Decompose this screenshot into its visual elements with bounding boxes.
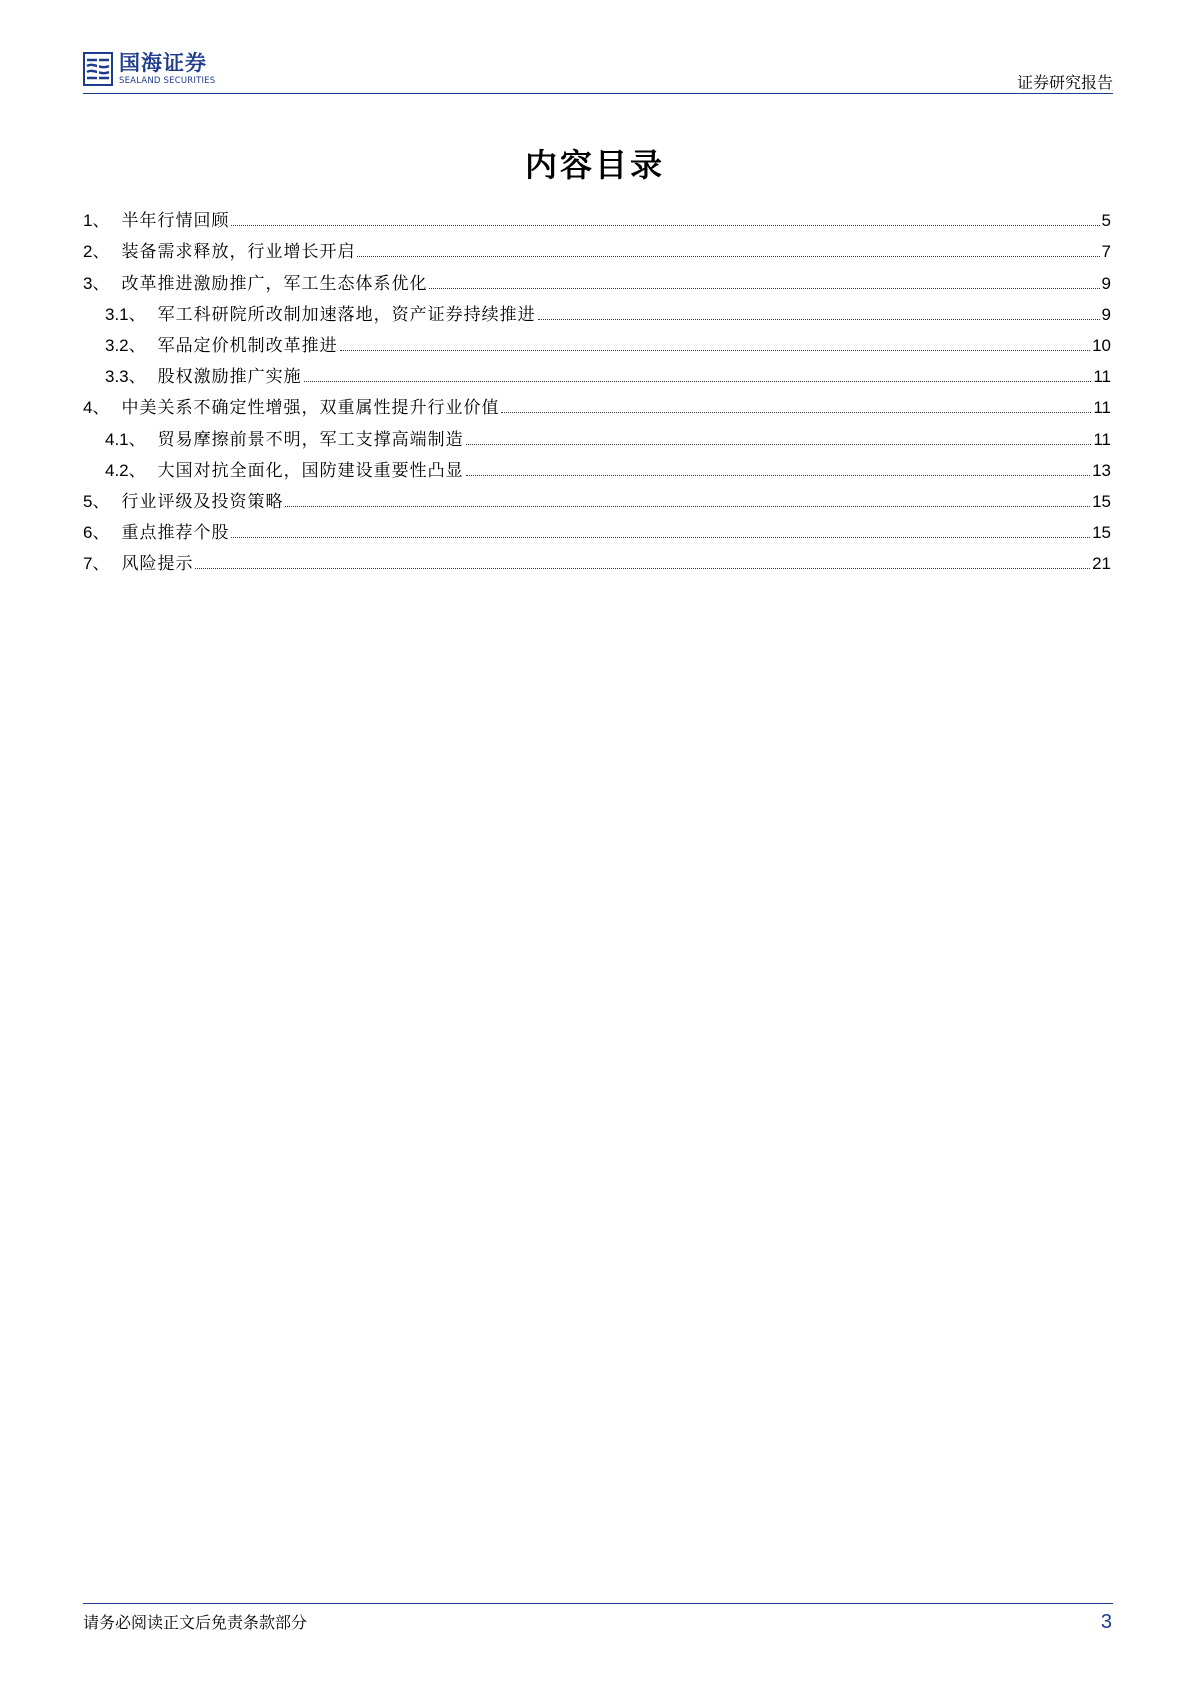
toc-entry-number: 3.3 [105,367,129,387]
toc-entry-label: 军品定价机制改革推进 [157,335,338,356]
toc-entry-label: 重点推荐个股 [121,523,230,544]
toc-entry-label: 半年行情回顾 [121,211,230,232]
toc-entry[interactable] [83,356,1111,387]
footer-divider [83,1603,1113,1604]
toc-entry-separator: 、 [92,523,110,544]
toc-entry-separator: 、 [128,335,146,356]
toc-entry-label: 装备需求释放，行业增长开启 [121,242,356,263]
toc-entry-page: 11 [1093,429,1111,449]
header-divider [83,93,1113,94]
toc-entry-number: 3 [83,273,93,293]
toc-title: 内容目录 [524,146,665,184]
toc-entry-separator: 、 [92,211,110,232]
toc-entry-page: 15 [1092,491,1111,511]
toc-entry-page: 11 [1093,367,1111,387]
toc-entry-number: 4 [83,398,93,418]
toc-entry-number: 4.2 [105,460,129,480]
toc-entry-number: 1 [83,211,93,231]
toc-entry-separator: 、 [128,460,146,481]
toc-entry-label: 风险提示 [121,554,194,575]
toc-dot-leader [429,288,1099,289]
toc-entry[interactable] [83,294,1111,325]
toc-dot-leader [304,381,1092,382]
toc-entry[interactable] [83,325,1111,356]
toc-entry-separator: 、 [92,242,110,263]
toc-entry-page: 7 [1101,242,1111,262]
toc-entry-number: 3.2 [105,335,129,355]
toc-entry-separator: 、 [92,491,110,512]
sealand-logo-icon [83,52,113,86]
toc-dot-leader [501,412,1091,413]
toc-entry[interactable] [83,481,1111,512]
toc-entry-number: 3.1 [105,304,129,324]
toc-entry-page: 13 [1092,460,1111,480]
page-header [83,50,1113,98]
toc-dot-leader [285,506,1090,507]
toc-entry[interactable] [83,543,1111,574]
toc-entry[interactable] [83,450,1111,481]
toc-entry-page: 21 [1092,554,1111,574]
table-of-contents [83,200,1111,574]
logo-english-name: SEALAND SECURITIES [119,75,216,86]
toc-entry-page: 9 [1101,273,1111,293]
toc-entry-label: 股权激励推广实施 [157,367,302,388]
report-type-label: 证券研究报告 [1016,73,1113,92]
toc-entry-page: 15 [1092,523,1111,543]
toc-dot-leader [195,568,1090,569]
toc-entry-number: 6 [83,523,93,543]
company-logo [83,52,215,86]
toc-entry[interactable] [83,262,1111,293]
toc-entry[interactable] [83,512,1111,543]
toc-entry-separator: 、 [92,273,110,294]
toc-entry-separator: 、 [128,367,146,388]
toc-entry[interactable] [83,387,1111,418]
toc-dot-leader [538,319,1100,320]
toc-entry-number: 5 [83,491,93,511]
toc-entry-page: 10 [1092,335,1111,355]
toc-dot-leader [231,225,1099,226]
toc-entry-number: 4.1 [105,429,129,449]
toc-entry-page: 5 [1101,211,1111,231]
footer-disclaimer: 请务必阅读正文后免责条款部分 [83,1613,308,1632]
toc-entry-label: 大国对抗全面化，国防建设重要性凸显 [157,460,464,481]
toc-entry-separator: 、 [128,429,146,450]
toc-dot-leader [340,350,1090,351]
toc-entry[interactable] [83,418,1111,449]
toc-entry-page: 9 [1101,304,1111,324]
toc-dot-leader [466,444,1092,445]
toc-entry-label: 贸易摩擦前景不明，军工支撑高端制造 [157,429,464,450]
logo-chinese-name: 国海证券 [119,50,207,75]
page-number: 3 [1100,1611,1112,1633]
toc-dot-leader [466,475,1090,476]
toc-entry-separator: 、 [128,304,146,325]
toc-dot-leader [231,537,1090,538]
toc-entry-label: 军工科研院所改制加速落地，资产证券持续推进 [157,304,536,325]
toc-entry[interactable] [83,231,1111,262]
toc-entry-separator: 、 [92,398,110,419]
toc-entry-separator: 、 [92,554,110,575]
toc-entry-number: 7 [83,554,93,574]
toc-entry-number: 2 [83,242,93,262]
toc-entry-page: 11 [1093,398,1111,418]
toc-dot-leader [357,256,1099,257]
toc-entry-label: 改革推进激励推广，军工生态体系优化 [121,273,428,294]
toc-entry[interactable] [83,200,1111,231]
toc-entry-label: 行业评级及投资策略 [121,491,284,512]
toc-entry-label: 中美关系不确定性增强，双重属性提升行业价值 [121,398,500,419]
